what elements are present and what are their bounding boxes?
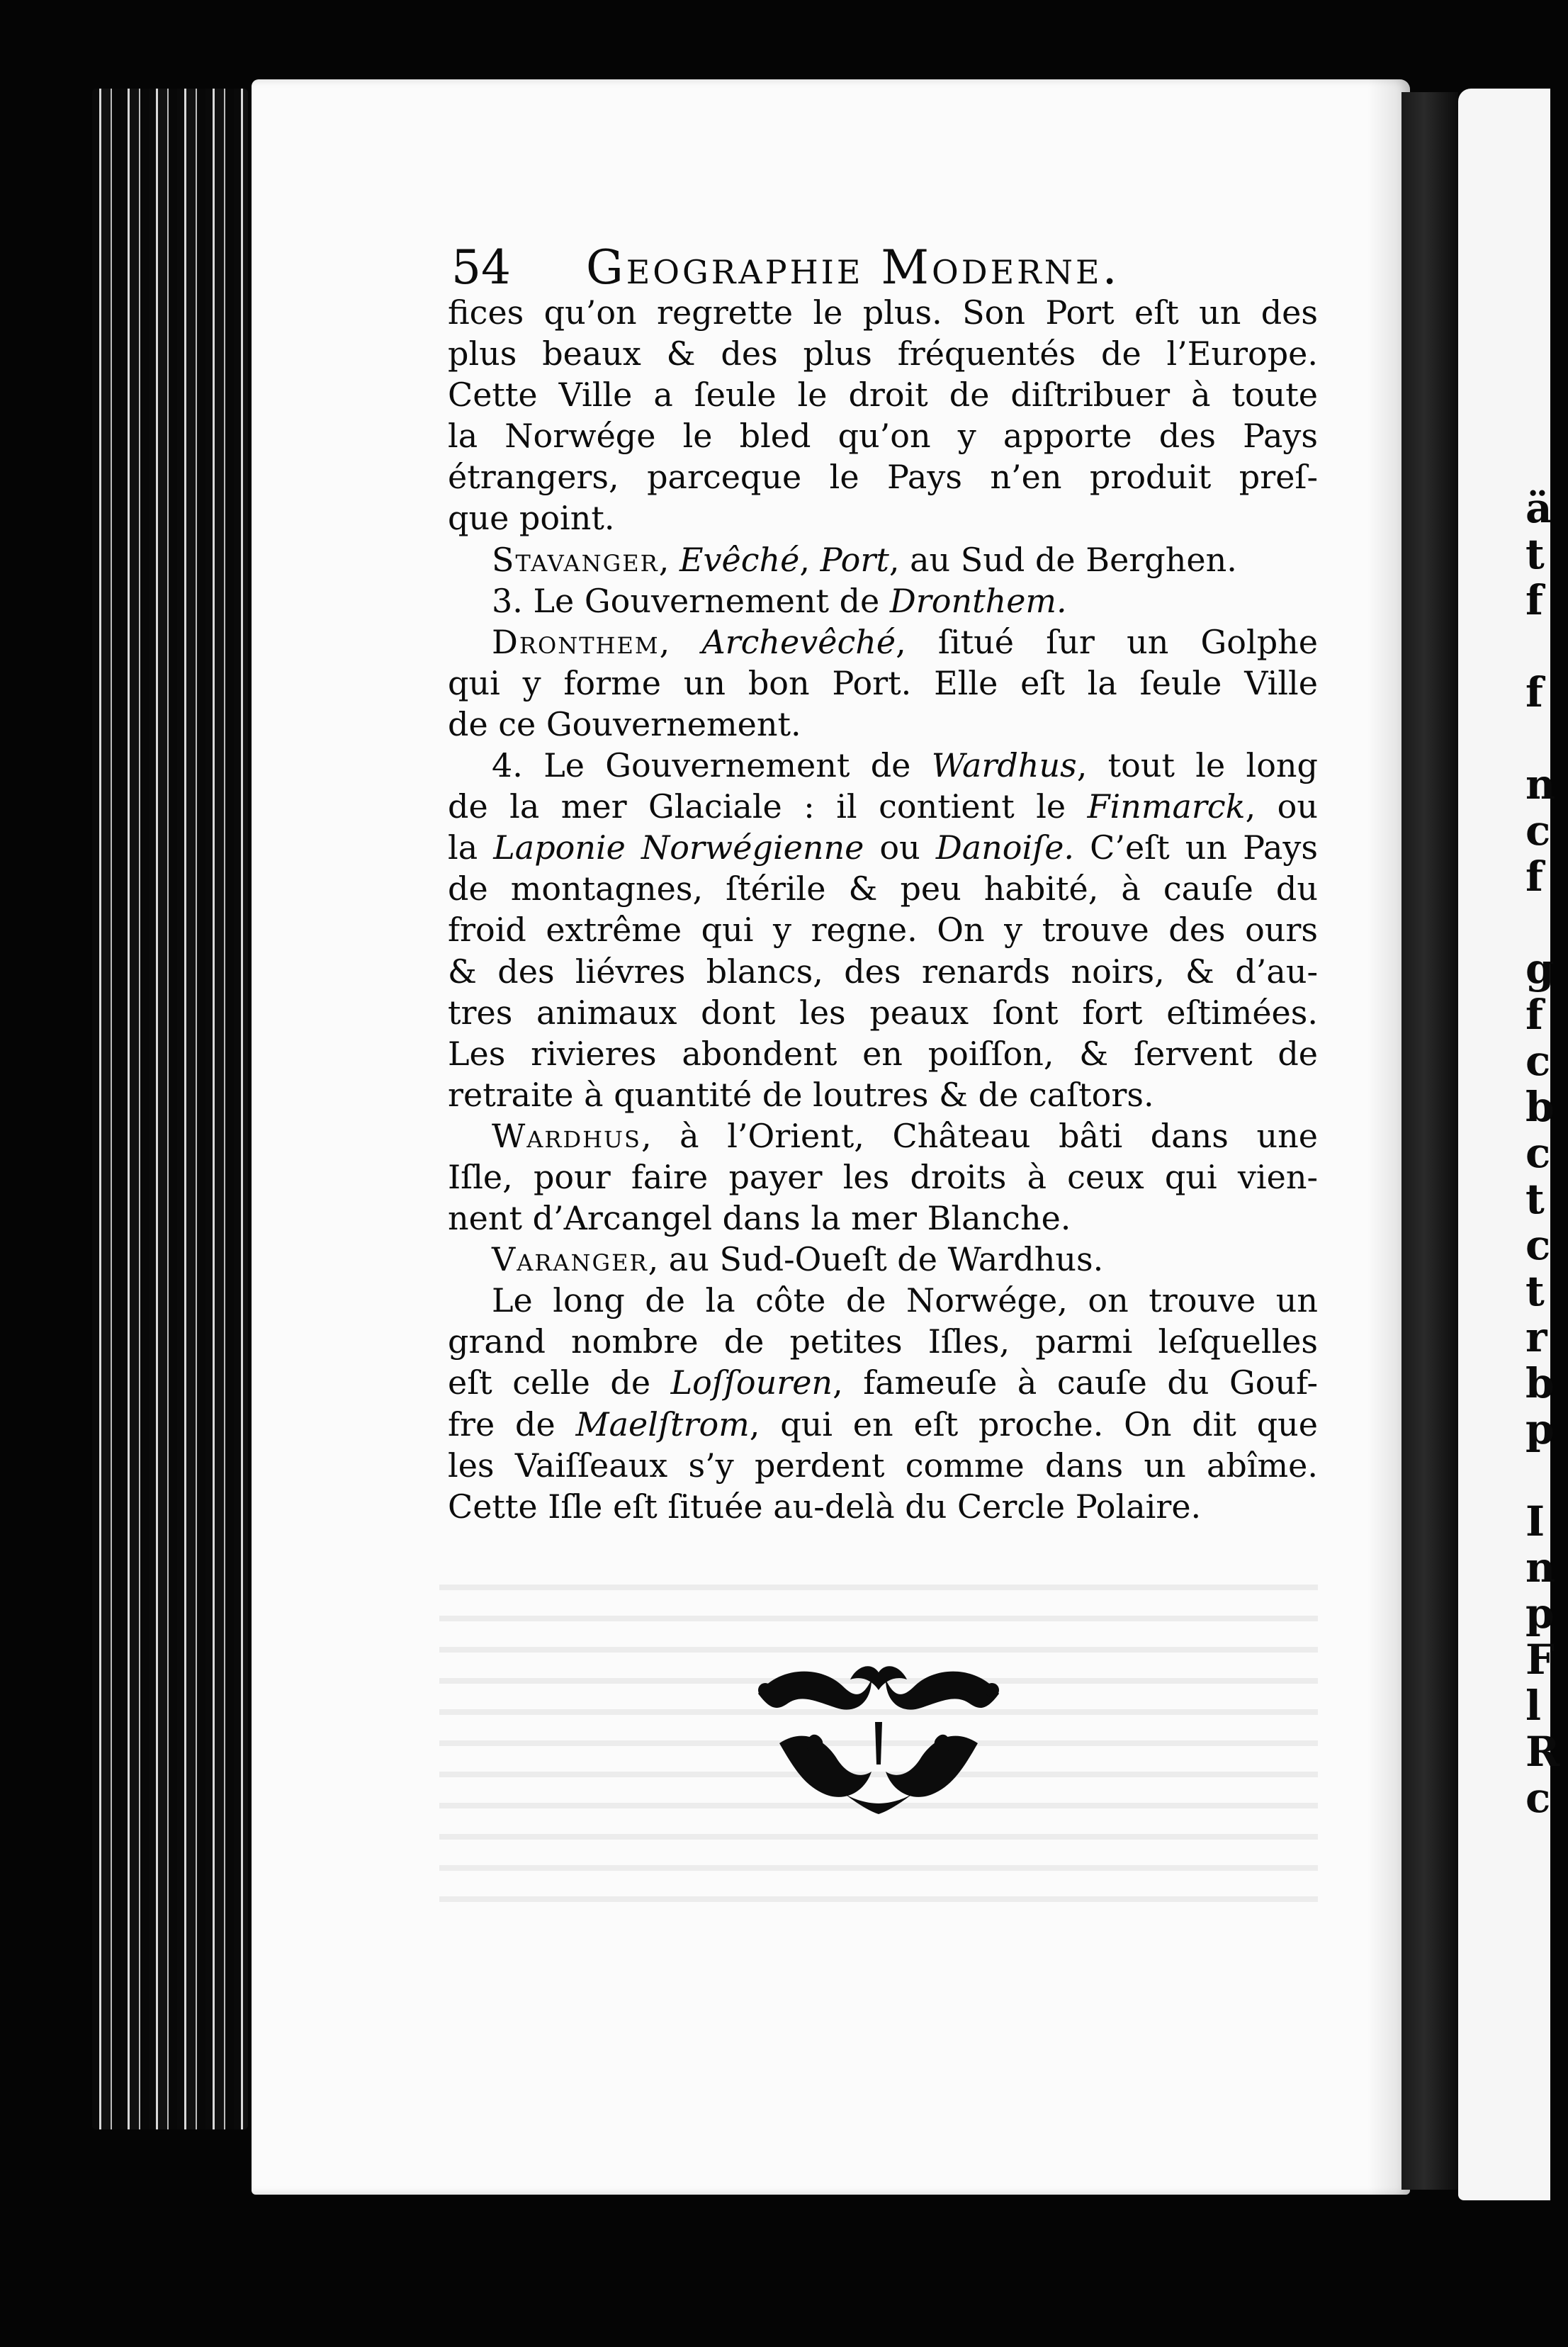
region-name: Dronthem. xyxy=(889,581,1067,620)
text-line: de ce Gouvernement. xyxy=(448,704,801,743)
cut-letter: l xyxy=(1525,1682,1542,1730)
place-title: Archevêché xyxy=(701,622,896,661)
text-line: tres animaux dont les peaux ſont fort eſtimées. xyxy=(448,993,1318,1032)
cut-letter: f xyxy=(1525,576,1543,624)
text-line xyxy=(448,1362,1318,1403)
text-run: , à l’Orient, Château bâti dans une xyxy=(641,1116,1318,1155)
floral-ornament-icon xyxy=(737,1651,1020,1821)
right-page-fragment xyxy=(1458,89,1560,2200)
section-heading-4 xyxy=(448,745,1318,786)
text-run: la xyxy=(448,828,494,867)
text-line: froid extrême qui y regne. On y trouve des ours xyxy=(448,911,1318,950)
text-run: , xyxy=(799,540,820,579)
whirlpool-name: Maelſtrom xyxy=(575,1405,750,1443)
text-line: de montagnes, ſtérile & peu habité, à cauſe du xyxy=(448,869,1318,908)
running-title: Geographie Moderne. xyxy=(586,240,1120,295)
text-line xyxy=(448,827,1318,868)
cut-letter: ä xyxy=(1525,484,1552,532)
cut-letter: p xyxy=(1525,1589,1555,1638)
text-line: que point. xyxy=(448,499,615,538)
place-name: Wardhus xyxy=(492,1116,641,1155)
cut-letter: I xyxy=(1525,1497,1545,1546)
right-page-cut-text xyxy=(1525,485,1568,1821)
text-line: Les rivieres abondent en poiſſon, & ſervent de xyxy=(448,1034,1318,1073)
cut-letter: c xyxy=(1525,1774,1551,1822)
cut-letter: n xyxy=(1525,760,1556,809)
cut-letter xyxy=(1525,716,1568,762)
page-number: 54 xyxy=(451,240,511,295)
text-run: ou xyxy=(864,828,936,867)
cut-letter: c xyxy=(1525,1129,1551,1177)
text-run: , qui en eſt proche. On dit que xyxy=(749,1405,1319,1443)
text-line: Iſle, pour faire payer les droits à ceux qui vien- xyxy=(448,1157,1318,1196)
cut-letter: b xyxy=(1525,1083,1555,1131)
text-run: , fameuſe à cauſe du Gouf- xyxy=(833,1363,1319,1402)
cut-letter: f xyxy=(1525,668,1543,716)
body-text xyxy=(448,292,1318,1527)
book-page-edges xyxy=(92,89,248,2129)
text-run: , ſitué ſur un Golphe xyxy=(896,622,1318,661)
text-line: retraite à quantité de loutres & de caſtors. xyxy=(448,1075,1154,1114)
text-run: , ou xyxy=(1245,787,1318,826)
text-line: la Norwége le bled qu’on y apporte des Pays xyxy=(448,417,1318,456)
text-line: plus beaux & des plus fréquentés de l’Europe. xyxy=(448,334,1318,373)
cut-letter: n xyxy=(1525,1543,1556,1592)
cut-letter: F xyxy=(1525,1636,1555,1684)
text-line: Cette Ville a ſeule le droit de diſtribuer à toute xyxy=(448,376,1318,415)
cut-letter: f xyxy=(1525,991,1543,1039)
text-run: 4. Le Gouvernement de xyxy=(492,746,932,785)
text-run: eſt celle de xyxy=(448,1363,671,1402)
cut-letter: t xyxy=(1525,1175,1545,1223)
text-run: , xyxy=(658,540,679,579)
place-title: Evêché xyxy=(679,540,800,579)
gutter xyxy=(1401,92,1458,2190)
text-line: Le long de la côte de Norwége, on trouve un xyxy=(492,1281,1318,1320)
text-line xyxy=(448,786,1318,827)
cut-letter: c xyxy=(1525,1221,1551,1269)
cut-letter: t xyxy=(1525,1267,1545,1315)
place-port: Port xyxy=(820,540,889,579)
place-name: Varanger xyxy=(492,1240,648,1279)
text-line: qui y forme un bon Port. Elle eſt la ſeule Ville xyxy=(448,663,1318,702)
text-line: Cette Iſle eſt ſituée au-delà du Cercle Polaire. xyxy=(448,1487,1202,1526)
text-line: & des liévres blancs, des renards noirs, & d’au- xyxy=(448,952,1318,991)
entry-wardhus xyxy=(448,1115,1318,1156)
region-name: Laponie Norwégienne xyxy=(493,828,864,867)
cut-letter: R xyxy=(1525,1728,1560,1776)
text-line: les Vaiſſeaux s’y perdent comme dans un abîme. xyxy=(448,1446,1318,1485)
text-line: nent d’Arcangel dans la mer Blanche. xyxy=(448,1199,1071,1238)
island-name: Loſſouren xyxy=(670,1363,833,1402)
text-run: , au Sud-Oueſt de Wardhus. xyxy=(648,1240,1104,1279)
cut-letter: p xyxy=(1525,1405,1555,1453)
text-line: étrangers, parceque le Pays n’en produit preſ- xyxy=(448,458,1318,497)
cut-letter xyxy=(1525,1453,1568,1499)
place-name: Dronthem xyxy=(492,622,660,661)
entry-dronthem xyxy=(448,621,1318,663)
text-line xyxy=(448,1404,1318,1445)
place-name: Stavanger xyxy=(492,540,659,579)
text-run: de la mer Glaciale : il contient le xyxy=(448,787,1088,826)
text-run: , tout le long xyxy=(1076,746,1318,785)
cut-letter xyxy=(1525,900,1568,946)
cut-letter: c xyxy=(1525,1037,1551,1085)
cut-letter: c xyxy=(1525,806,1551,855)
cut-letter: r xyxy=(1525,1313,1547,1361)
text-run: , au Sud de Berghen. xyxy=(889,540,1237,579)
text-run: C’eſt un Pays xyxy=(1074,828,1318,867)
text-run: fre de xyxy=(448,1405,576,1443)
text-run: , xyxy=(659,622,702,661)
text-line: grand nombre de petites Iſles, parmi leſquelles xyxy=(448,1322,1318,1361)
cut-letter: b xyxy=(1525,1359,1555,1407)
text-line: fices qu’on regrette le plus. Son Port eſt un des xyxy=(448,293,1318,332)
cut-letter: g xyxy=(1525,945,1555,993)
entry-stavanger xyxy=(448,539,1318,580)
cut-letter xyxy=(1525,624,1568,670)
region-name: Finmarck xyxy=(1087,787,1246,826)
region-name: Wardhus xyxy=(931,746,1077,785)
region-name: Danoiſe. xyxy=(935,828,1075,867)
cut-letter: t xyxy=(1525,530,1545,578)
entry-varanger xyxy=(448,1239,1318,1280)
section-heading-3 xyxy=(448,580,1318,621)
text-run: 3. Le Gouvernement de xyxy=(492,581,890,620)
cut-letter: f xyxy=(1525,852,1543,901)
